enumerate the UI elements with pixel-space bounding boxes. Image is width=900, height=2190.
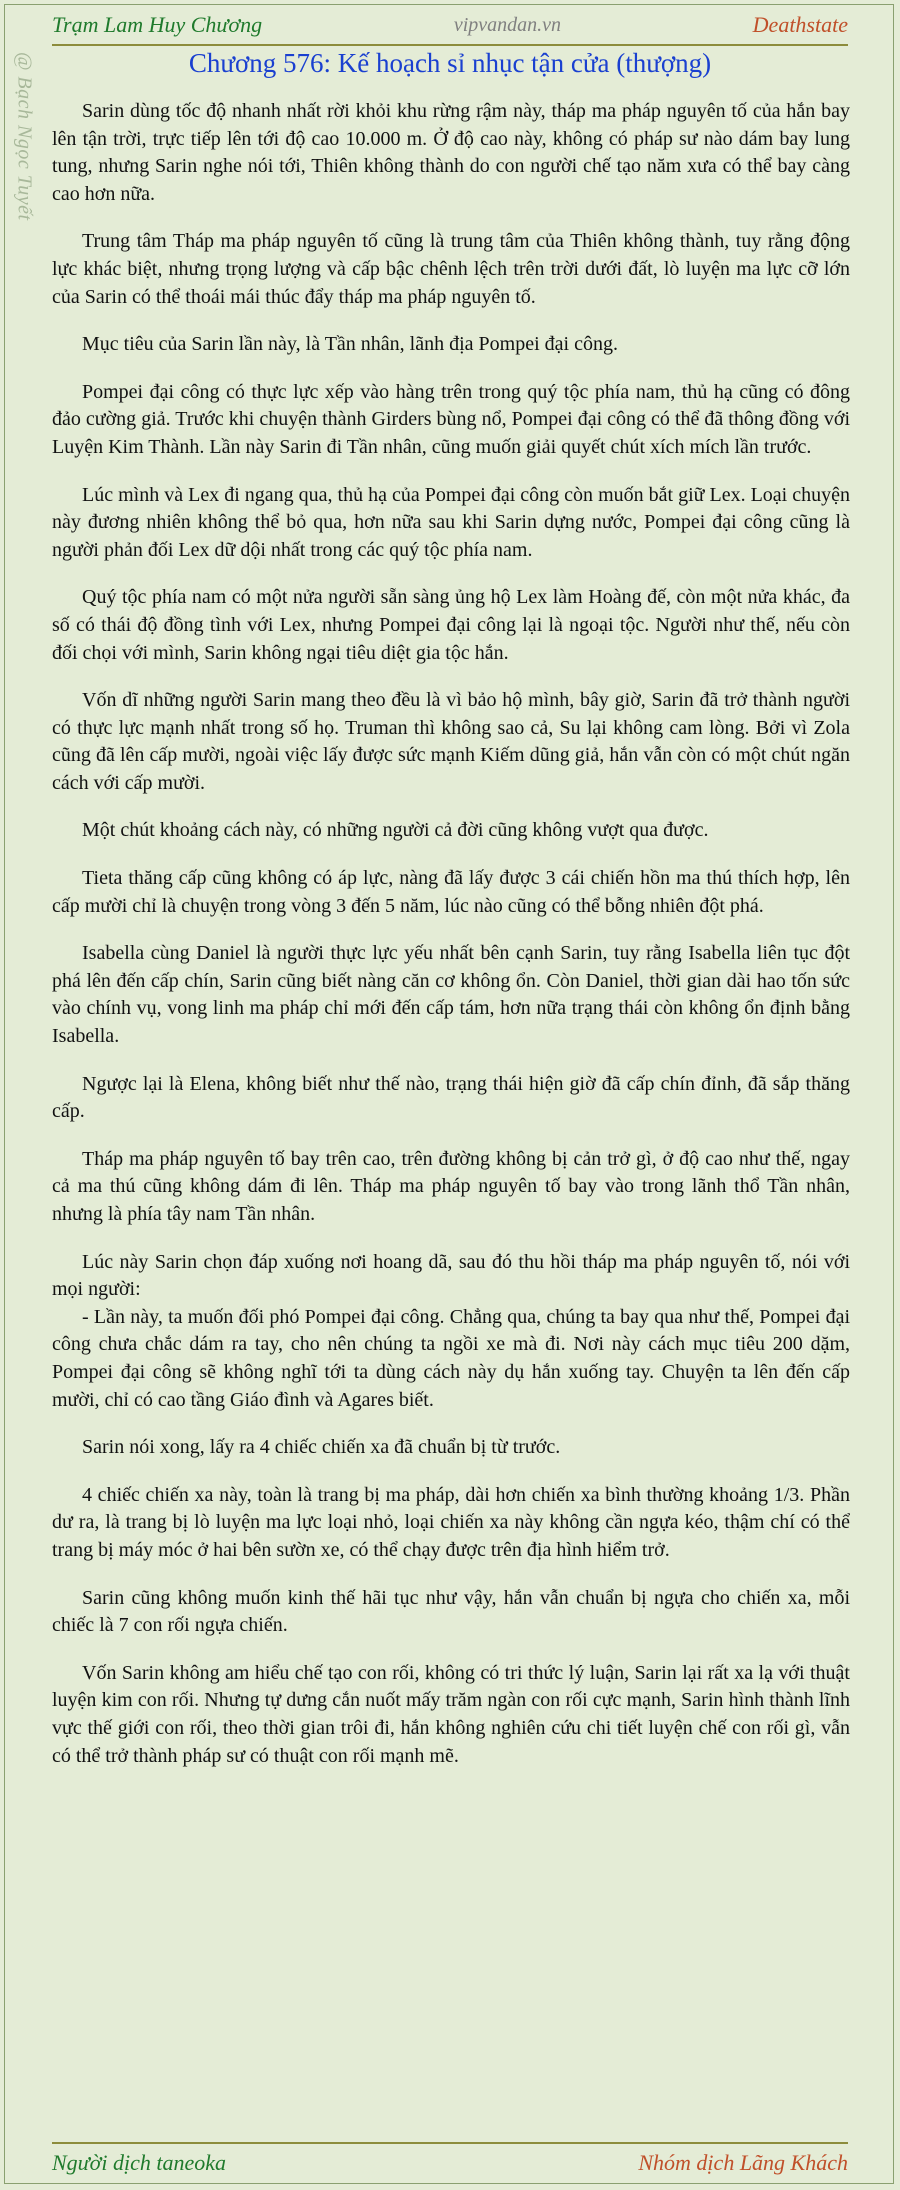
paragraph: Ngược lại là Elena, không biết như thế nào, trạng thái hiện giờ đã cấp chín đỉnh, đã sắp thăng cấp.	[52, 1072, 850, 1123]
paragraph: Sarin nói xong, lấy ra 4 chiếc chiến xa đã chuẩn bị từ trước.	[82, 1436, 561, 1459]
site-name: Trạm Lam Huy Chương	[52, 12, 263, 37]
footer-divider	[52, 2142, 848, 2144]
dialog-paragraph: - Lần này, ta muốn đối phó Pompei đại công. Chẳng qua, chúng ta bay qua như thế, Pompei đại công chưa chắc dám ra tay, cho nên chúng ta ngồi xe mà đi. Nơi này cách mục tiêu 200 dặm, Pompei đại công sẽ không nghĩ tới ta dùng cách này dụ hắn xuống tay. Chuyện ta lên đến cấp mười, chỉ có cao tầng Giáo đình và Agares biết.	[52, 1305, 850, 1411]
chapter-body	[52, 98, 850, 2088]
translator-credit: Người dịch taneoka	[52, 2150, 227, 2175]
paragraph: 4 chiếc chiến xa này, toàn là trang bị ma pháp, dài hơn chiến xa bình thường khoảng 1/3. Phần dư ra, là trang bị lò luyện ma lực loại nhỏ, loại chiến xa này không cần ngựa kéo, thậm chí có thể trang bị máy móc ở hai bên sườn xe, có thể chạy được trên địa hình hiểm trở.	[52, 1483, 850, 1561]
paragraph: Sarin dùng tốc độ nhanh nhất rời khỏi khu rừng rậm này, tháp ma pháp nguyên tố của hắn bay lên tận trời, trực tiếp lên tới độ cao 10.000 m. Ở độ cao này, không có pháp sư nào dám bay lung tung, nhưng Sarin nghe nói tới, Thiên không thành do con người chế tạo năm xưa có thể bay càng cao hơn nữa.	[52, 100, 850, 205]
paragraph: Một chút khoảng cách này, có những người cả đời cũng không vượt qua được.	[82, 819, 709, 842]
paragraph: Tháp ma pháp nguyên tố bay trên cao, trên đường không bị cản trở gì, ở độ cao như thế, ngay cả ma thú cũng không dám đi lên. Tháp ma pháp nguyên tố bay vào trong lãnh thổ Tần nhân, nhưng là phía tây nam Tần nhân.	[52, 1147, 850, 1225]
paragraph: Lúc này Sarin chọn đáp xuống nơi hoang dã, sau đó thu hồi tháp ma pháp nguyên tố, nói với mọi người:	[52, 1250, 850, 1301]
paragraph: Tieta thăng cấp cũng không có áp lực, nàng đã lấy được 3 cái chiến hồn ma thú thích hợp, lên cấp mười chỉ là chuyện trong vòng 3 đến 5 năm, lúc nào cũng có thể bỗng nhiên đột phá.	[52, 867, 850, 917]
site-url: vipvandan.vn	[453, 13, 562, 36]
paragraph: Mục tiêu của Sarin lần này, là Tần nhân, lãnh địa Pompei đại công.	[82, 333, 618, 356]
page-header	[52, 8, 848, 42]
paragraph: Sarin cũng không muốn kinh thế hãi tục như vậy, hắn vẫn chuẩn bị ngựa cho chiến xa, mỗi chiếc là 7 con rối ngựa chiến.	[52, 1586, 850, 1637]
group-credit: Nhóm dịch Lãng Khách	[638, 2150, 848, 2175]
chapter-title: Chương 576: Kế hoạch sỉ nhục tận cửa (thượng)	[188, 48, 712, 78]
paragraph: Isabella cùng Daniel là người thực lực yếu nhất bên cạnh Sarin, tuy rằng Isabella liên tục đột phá lên đến cấp chín, Sarin cũng biết nàng căn cơ không ổn. Còn Daniel, thời gian dài hao tốn sức vào chính vụ, vong linh ma pháp chỉ mới đến cấp tám, hơn nữa trạng thái còn không ổn định bằng Isabella.	[52, 942, 850, 1048]
paragraph: Vốn Sarin không am hiểu chế tạo con rối, không có tri thức lý luận, Sarin lại rất xa lạ với thuật luyện kim con rối. Nhưng tự dưng cắn nuốt mấy trăm ngàn con rối cực mạnh, Sarin hình thành lĩnh vực thế giới con rối, theo thời gian trôi đi, hắn không nghiên cứu chi tiết luyện chế con rối gì, vẫn có thể trở thành pháp sư có thuật con rối mạnh mẽ.	[52, 1661, 850, 1767]
header-divider	[52, 44, 848, 46]
paragraph: Trung tâm Tháp ma pháp nguyên tố cũng là trung tâm của Thiên không thành, tuy rằng động lực khác biệt, nhưng trọng lượng và cấp bậc chênh lệch trên trời dưới đất, lò luyện ma lực cỡ lớn của Sarin có thể thoái mái thúc đẩy tháp ma pháp nguyên tố.	[52, 230, 850, 308]
paragraph: Quý tộc phía nam có một nửa người sẵn sàng ủng hộ Lex làm Hoàng đế, còn một nửa khác, đa số có thái độ đồng tình với Lex, nhưng Pompei đại công lại là ngoại tộc. Người như thế, nếu còn đối chọi với mình, Sarin không ngại tiêu diệt gia tộc hắn.	[52, 586, 850, 664]
paragraph: Pompei đại công có thực lực xếp vào hàng trên trong quý tộc phía nam, thủ hạ cũng có đông đảo cường giả. Trước khi chuyện thành Girders bùng nổ, Pompei đại công có thể đã thông đồng với Luyện Kim Thành. Lần này Sarin đi Tần nhân, cũng muốn giải quyết chút xích mích lần trước.	[52, 380, 850, 458]
novel-name: Deathstate	[752, 12, 848, 37]
page-footer	[52, 2146, 848, 2180]
side-credit	[4, 52, 44, 312]
paragraph: Lúc mình và Lex đi ngang qua, thủ hạ của Pompei đại công còn muốn bắt giữ Lex. Loại chuyện này đương nhiên không thể bỏ qua, hơn nữa sau khi Sarin dựng nước, Pompei đại công cũng là người phản đối Lex dữ dội nhất trong các quý tộc phía nam.	[52, 483, 850, 561]
paragraph: Vốn dĩ những người Sarin mang theo đều là vì bảo hộ mình, bây giờ, Sarin đã trở thành người có thực lực mạnh nhất trong số họ. Truman thì không sao cả, Su lại không cam lòng. Bởi vì Zola cũng đã lên cấp mười, ngoài việc lấy được sức mạnh Kiếm dũng giả, hắn vẫn còn có một chút ngăn cách với cấp mười.	[52, 689, 850, 794]
side-credit-text: @ Bạch Ngọc Tuyết	[13, 52, 36, 221]
